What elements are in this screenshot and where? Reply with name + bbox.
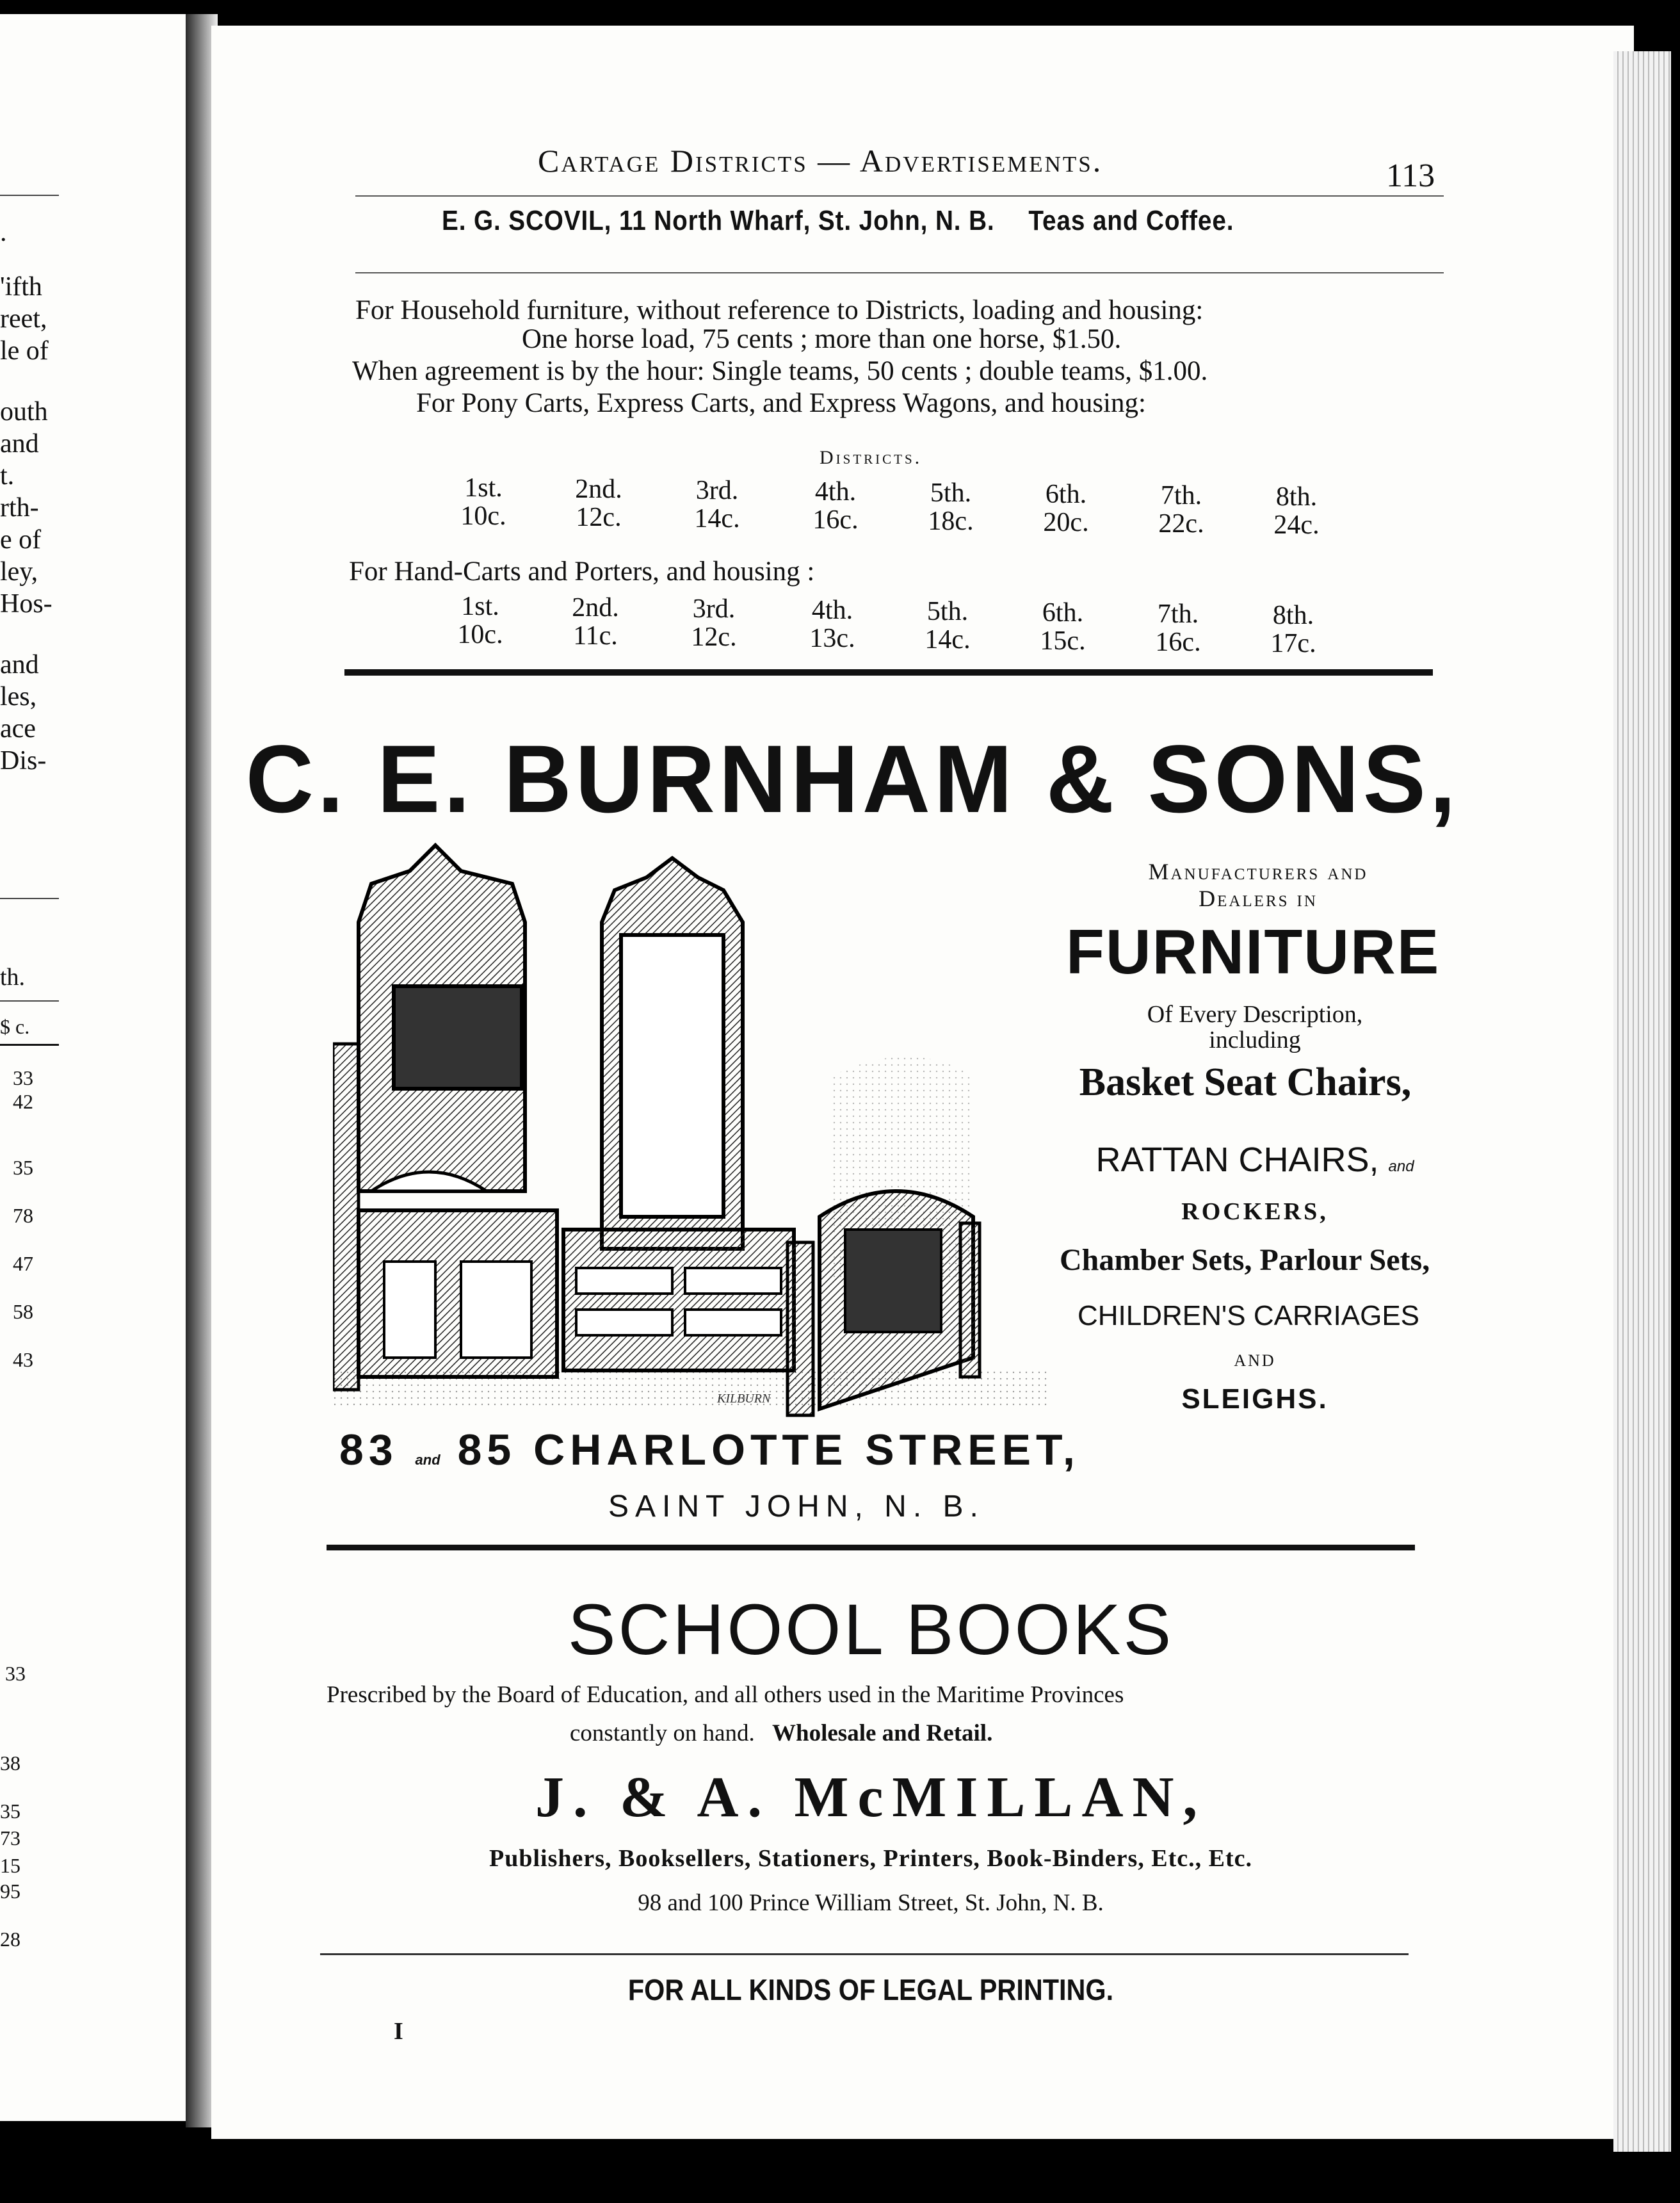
mcmillan-address: 98 and 100 Prince William Street, St. John, N. B. (638, 1890, 1104, 1916)
left-fragment: outh (0, 397, 48, 427)
left-fragment: rth- (0, 493, 39, 523)
district-cell: 2nd. 12c. (575, 475, 622, 533)
left-rule (0, 1044, 59, 1046)
rates-household: For Household furniture, without reference to Districts, loading and housing: (355, 295, 1204, 325)
left-fragment: 'ifth (0, 272, 42, 302)
left-fragment: e of (0, 525, 42, 555)
left-fragment: 78 (13, 1204, 33, 1227)
engraver-signature: KILBURN (717, 1392, 771, 1406)
rates-hourly: When agreement is by the hour: Single teams, 50 cents ; double teams, $1.00. (352, 356, 1208, 386)
left-fragment: 42 (13, 1090, 33, 1113)
district-cell: 6th. 15c. (1040, 598, 1086, 656)
left-fragment: 28 (0, 1928, 20, 1951)
left-fragment: t. (0, 461, 15, 491)
districts-caption: Districts. (820, 447, 923, 468)
footer-rule (320, 1953, 1409, 1955)
manufacturers-line: Manufacturers and Dealers in (1148, 859, 1368, 911)
left-fragment: $ c. (0, 1015, 30, 1038)
left-fragment: th. (0, 964, 26, 991)
district-cell: 7th. 16c. (1155, 599, 1201, 658)
left-fragment: 33 (13, 1066, 33, 1089)
burnham-address: 83 and 85 CHARLOTTE STREET, (339, 1426, 1080, 1474)
left-fragment: 15 (0, 1854, 20, 1877)
district-cell: 4th. 16c. (812, 477, 859, 535)
rates-handcart: For Hand-Carts and Porters, and housing : (349, 557, 815, 587)
left-fragment: 95 (0, 1880, 20, 1903)
item-and: AND (1234, 1351, 1276, 1370)
district-cell: 2nd. 11c. (572, 593, 619, 651)
furniture-heading: FURNITURE (1066, 916, 1441, 987)
district-cell: 7th. 22c. (1158, 481, 1204, 539)
burnham-title: C. E. BURNHAM & SONS, (245, 725, 1460, 833)
scovil-ad (442, 205, 1234, 237)
left-fragment: ace (0, 714, 36, 744)
district-cell: 1st. 10c. (457, 592, 503, 650)
left-rule (0, 1000, 59, 1002)
left-fragment: 35 (13, 1156, 33, 1179)
header-rule (355, 195, 1444, 197)
rates-one-horse: One horse load, 75 cents ; more than one horse, $1.50. (522, 324, 1122, 354)
left-rule (0, 898, 59, 899)
district-cell: 4th. 13c. (809, 596, 855, 654)
left-rule (0, 195, 59, 196)
scovil-ad-text: E. G. SCOVIL, 11 North Wharf, St. John, N. B. (442, 205, 995, 236)
left-fragment: reet, (0, 304, 47, 334)
district-cell: 5th. 14c. (925, 597, 971, 655)
item-childrens-carriages: CHILDREN'S CARRIAGES (1077, 1300, 1420, 1331)
page-number: 113 (1386, 158, 1435, 194)
left-fragment: and (0, 650, 39, 679)
left-fragment: 35 (0, 1800, 20, 1823)
burnham-city: SAINT JOHN, N. B. (608, 1490, 985, 1524)
prescribed-line-2: constantly on hand. Wholesale and Retail. (570, 1720, 993, 1746)
left-fragment: 73 (0, 1826, 20, 1849)
district-cell: 8th. 24c. (1273, 482, 1320, 541)
district-cell: 3rd. 14c. (694, 476, 740, 534)
scovil-ad-tagline: Teas and Coffee. (1028, 205, 1234, 236)
mcmillan-firm-name: J. & A. McMILLAN, (535, 1766, 1206, 1829)
every-description: Of Every Description, including (1147, 1001, 1363, 1053)
district-cell: 8th. 17c. (1270, 601, 1316, 659)
district-cell: 1st. 10c. (460, 473, 506, 532)
left-fragment: le of (0, 336, 49, 366)
district-cell: 6th. 20c. (1043, 480, 1089, 538)
mcmillan-trades: Publishers, Booksellers, Stationers, Printers, Book-Binders, Etc., Etc. (489, 1845, 1252, 1872)
legal-printing-line: FOR ALL KINDS OF LEGAL PRINTING. (627, 1973, 1114, 2006)
left-fragment: . (0, 218, 7, 247)
washstand (359, 1172, 557, 1377)
left-fragment: 38 (0, 1752, 20, 1775)
left-fragment: Hos- (0, 589, 52, 619)
furniture-engraving (333, 833, 1050, 1422)
left-fragment: 58 (13, 1300, 33, 1323)
running-header: Cartage Districts — Advertisements. (538, 143, 1103, 179)
item-sleighs: SLEIGHS. (1181, 1383, 1329, 1415)
left-fragment: les, (0, 682, 37, 711)
left-fragment: and (0, 429, 39, 459)
left-fragment: ley, (0, 557, 38, 587)
section-divider (344, 669, 1433, 676)
item-chamber-sets: Chamber Sets, Parlour Sets, (1060, 1243, 1430, 1277)
district-cell: 5th. 18c. (928, 478, 974, 537)
school-books-heading: SCHOOL BOOKS (567, 1589, 1174, 1670)
prescribed-line-1: Prescribed by the Board of Education, and all others used in the Maritime Provinces (327, 1682, 1124, 1708)
left-fragment: 47 (13, 1252, 33, 1275)
scovil-rule (355, 272, 1444, 273)
dresser-mirror (563, 858, 794, 1370)
district-cell: 3rd. 12c. (691, 594, 737, 653)
item-rockers: ROCKERS, (1181, 1198, 1329, 1225)
page-edge (1613, 51, 1671, 2152)
signature-mark: I (394, 2018, 403, 2045)
left-fragment: 33 (5, 1662, 26, 1685)
section-divider (327, 1545, 1415, 1550)
rates-pony: For Pony Carts, Express Carts, and Express Wagons, and housing: (416, 388, 1146, 418)
item-basket-seat-chairs: Basket Seat Chairs, (1079, 1061, 1412, 1104)
left-fragment: Dis- (0, 746, 47, 776)
item-rattan-chairs: RATTAN CHAIRS, and (1095, 1141, 1414, 1179)
left-fragment: 43 (13, 1348, 33, 1371)
